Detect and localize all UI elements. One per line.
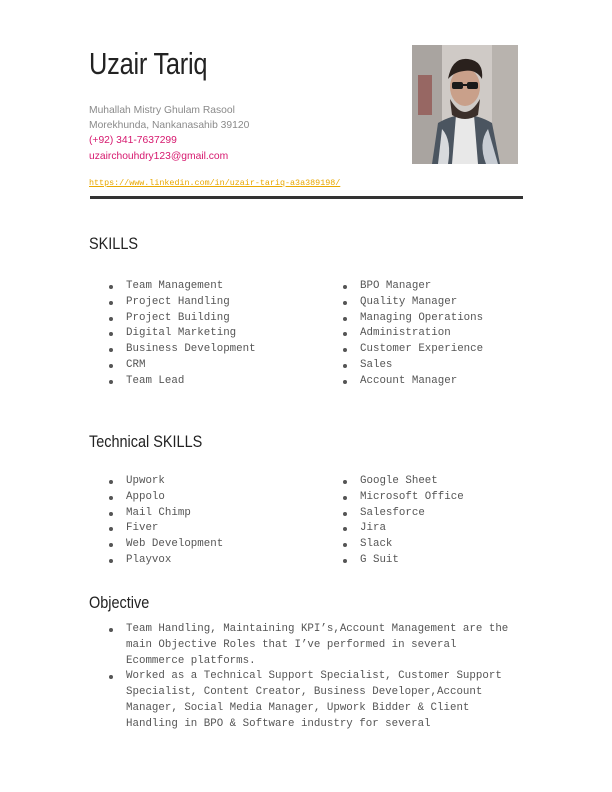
technical-skills-list-left	[108, 474, 223, 569]
skill-item: BPO Manager	[342, 279, 483, 295]
objective-list	[108, 622, 521, 733]
email-address[interactable]: uzairchouhdry123@gmail.com	[89, 150, 229, 162]
technical-skill-item: Mail Chimp	[108, 506, 223, 522]
skill-item: Managing Operations	[342, 311, 483, 327]
skill-item: Sales	[342, 358, 483, 374]
objective-heading: Objective	[89, 593, 150, 612]
technical-skill-item: Google Sheet	[342, 474, 464, 490]
address-line-1: Muhallah Mistry Ghulam Rasool	[89, 105, 235, 116]
skill-item: Team Lead	[108, 374, 256, 390]
technical-skills-heading: Technical SKILLS	[89, 432, 203, 451]
skill-item: Account Manager	[342, 374, 483, 390]
phone-number: (+92) 341-7637299	[89, 135, 177, 147]
skill-item: Project Building	[108, 311, 256, 327]
skill-item: Customer Experience	[342, 342, 483, 358]
technical-skills-list-right	[342, 474, 464, 569]
technical-skill-item: Fiver	[108, 521, 223, 537]
skill-item: Administration	[342, 326, 483, 342]
objective-item: Team Handling, Maintaining KPI’s,Account Management are the main Objective Roles that I’ve performed in several Ecommerce platforms.	[108, 622, 521, 669]
technical-skill-item: Salesforce	[342, 506, 464, 522]
profile-photo	[412, 45, 518, 164]
skill-item: Digital Marketing	[108, 326, 256, 342]
technical-skill-item: Upwork	[108, 474, 223, 490]
skill-item: Team Management	[108, 279, 256, 295]
technical-skill-item: Slack	[342, 537, 464, 553]
technical-skill-item: Web Development	[108, 537, 223, 553]
technical-skill-item: Playvox	[108, 553, 223, 569]
skill-item: Business Development	[108, 342, 256, 358]
skills-list-left	[108, 279, 256, 390]
skills-heading: SKILLS	[89, 234, 139, 253]
skill-item: Quality Manager	[342, 295, 483, 311]
skills-list-right	[342, 279, 483, 390]
skill-item: Project Handling	[108, 295, 256, 311]
objective-item: Worked as a Technical Support Specialist, Customer Support Specialist, Content Creator, Business Developer,Account Manager, Social Media Manager, Upwork Bidder & Client Handling in BPO & Software industry for several	[108, 669, 521, 732]
technical-skill-item: Appolo	[108, 490, 223, 506]
address-line-2: Morekhunda, Nankanasahib 39120	[89, 120, 250, 132]
technical-skill-item: Microsoft Office	[342, 490, 464, 506]
linkedin-link[interactable]: https://www.linkedin.com/in/uzair-tariq-a3a389198/	[89, 178, 341, 188]
candidate-name: Uzair Tariq	[89, 46, 208, 81]
header-divider	[90, 196, 523, 199]
technical-skill-item: G Suit	[342, 553, 464, 569]
technical-skill-item: Jira	[342, 521, 464, 537]
profile-photo-image	[412, 45, 518, 164]
contact-block	[89, 103, 249, 164]
skill-item: CRM	[108, 358, 256, 374]
